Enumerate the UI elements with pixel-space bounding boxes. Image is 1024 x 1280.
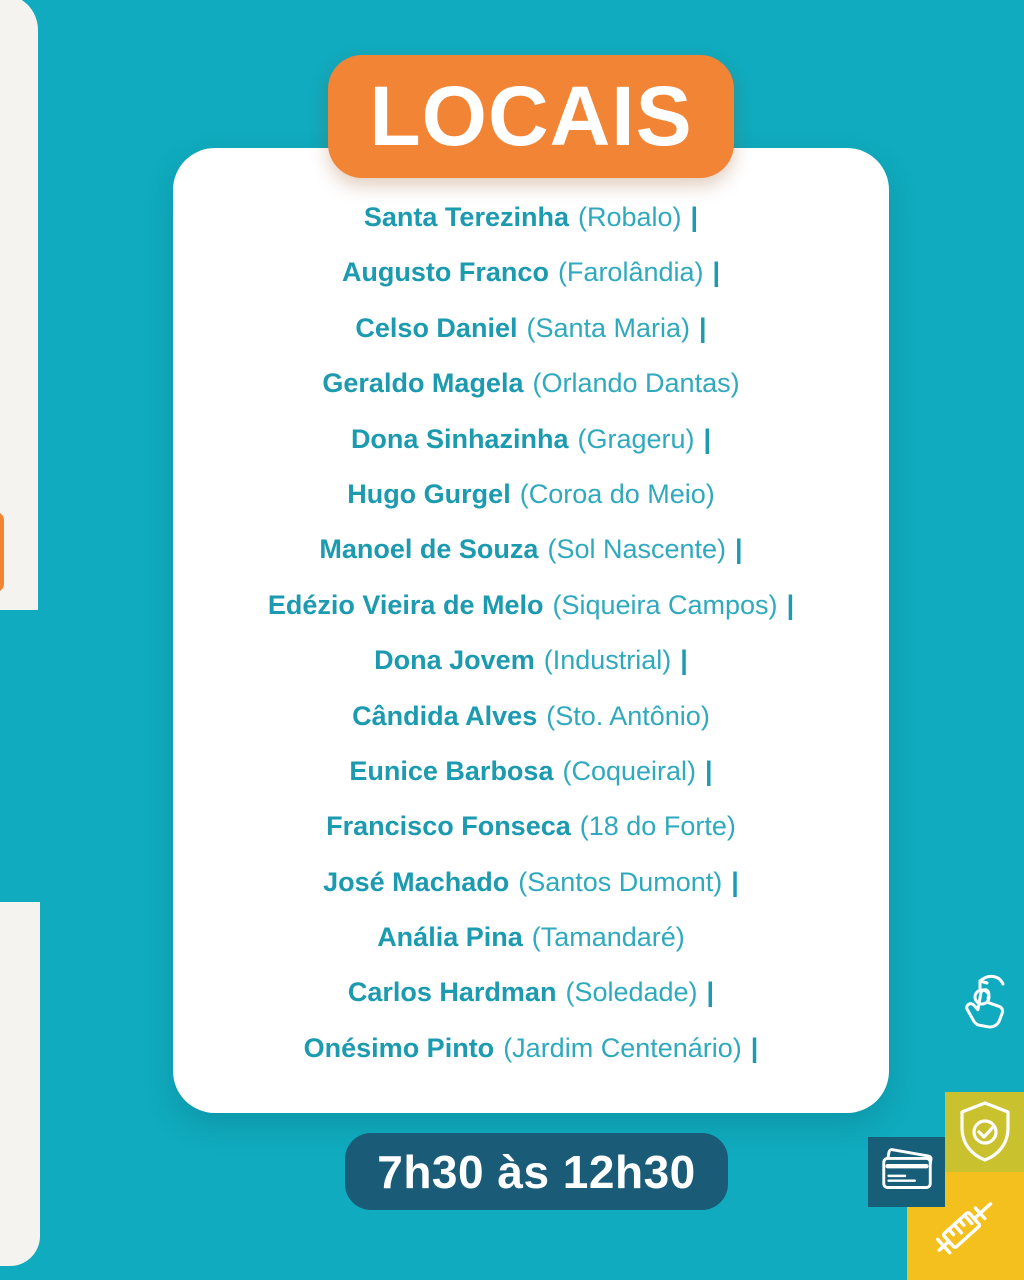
vaccination-card-icon [868, 1137, 945, 1207]
shield-check-icon [945, 1092, 1024, 1172]
location-neighborhood: (Soledade) [565, 977, 698, 1008]
page-title: LOCAIS [369, 69, 693, 163]
location-item [183, 813, 879, 840]
location-neighborhood: (Tamandaré) [531, 922, 685, 953]
location-separator: | [705, 755, 713, 786]
schedule-banner [345, 1133, 728, 1210]
location-separator: | [712, 257, 721, 288]
location-neighborhood: (18 do Forte) [579, 811, 736, 842]
location-separator: | [786, 589, 795, 620]
location-neighborhood: (Grageru) [577, 423, 695, 454]
location-item [183, 536, 879, 563]
location-name: Edézio Vieira de Melo [267, 589, 544, 620]
location-separator: | [731, 866, 739, 897]
location-item [183, 478, 879, 509]
location-neighborhood: (Farolândia) [557, 257, 704, 288]
location-item [183, 755, 879, 786]
location-neighborhood: (Orlando Dantas) [532, 368, 740, 399]
location-item [183, 866, 879, 897]
location-name: Santa Terezinha [363, 202, 569, 232]
location-name: Celso Daniel [355, 312, 518, 343]
location-name: Carlos Hardman [347, 977, 557, 1008]
location-name: Augusto Franco [341, 257, 549, 288]
location-neighborhood: (Coroa do Meio) [519, 478, 715, 509]
location-neighborhood: (Robalo) [577, 202, 682, 232]
location-item [183, 589, 879, 620]
location-item [183, 204, 879, 231]
location-item [183, 370, 879, 397]
location-name: Dona Sinhazinha [350, 423, 569, 454]
location-separator: | [680, 645, 688, 676]
location-name: Eunice Barbosa [349, 755, 554, 786]
location-separator: | [735, 534, 743, 565]
location-item [183, 700, 879, 731]
schedule-time: 7h30 às 12h30 [377, 1145, 696, 1198]
page-edge-strip-top [0, 0, 38, 610]
page-edge-strip-bottom [0, 902, 40, 1266]
location-neighborhood: (Sto. Antônio) [546, 700, 710, 731]
location-item [183, 1032, 879, 1063]
location-item [183, 259, 879, 286]
location-name: Dona Jovem [374, 645, 535, 676]
location-neighborhood: (Coqueiral) [562, 755, 697, 786]
locations-list [183, 204, 879, 1062]
location-name: Geraldo Magela [322, 368, 524, 399]
location-neighborhood: (Sol Nascente) [547, 534, 727, 565]
location-neighborhood: (Santos Dumont) [518, 866, 723, 897]
location-name: Manoel de Souza [319, 534, 539, 565]
location-neighborhood: (Santa Maria) [526, 312, 691, 343]
location-name: Anália Pina [377, 922, 523, 953]
location-neighborhood: (Siqueira Campos) [552, 589, 778, 620]
tap-gesture-icon [955, 972, 1021, 1038]
location-name: Onésimo Pinto [303, 1032, 495, 1063]
location-item [183, 647, 879, 674]
location-neighborhood: (Industrial) [543, 645, 672, 676]
location-separator: | [703, 423, 712, 454]
location-item [183, 979, 879, 1006]
location-item [183, 924, 879, 951]
location-separator: | [690, 202, 699, 232]
location-name: Hugo Gurgel [347, 478, 511, 509]
locais-banner [328, 55, 734, 178]
location-name: Cândida Alves [352, 700, 538, 731]
location-neighborhood: (Jardim Centenário) [503, 1032, 742, 1063]
location-separator: | [699, 312, 707, 343]
location-separator: | [706, 977, 715, 1008]
location-name: Francisco Fonseca [326, 811, 571, 842]
location-item [183, 312, 879, 343]
location-item [183, 423, 879, 454]
location-separator: | [750, 1032, 759, 1063]
orange-accent-sliver [0, 512, 4, 592]
location-name: José Machado [323, 866, 510, 897]
